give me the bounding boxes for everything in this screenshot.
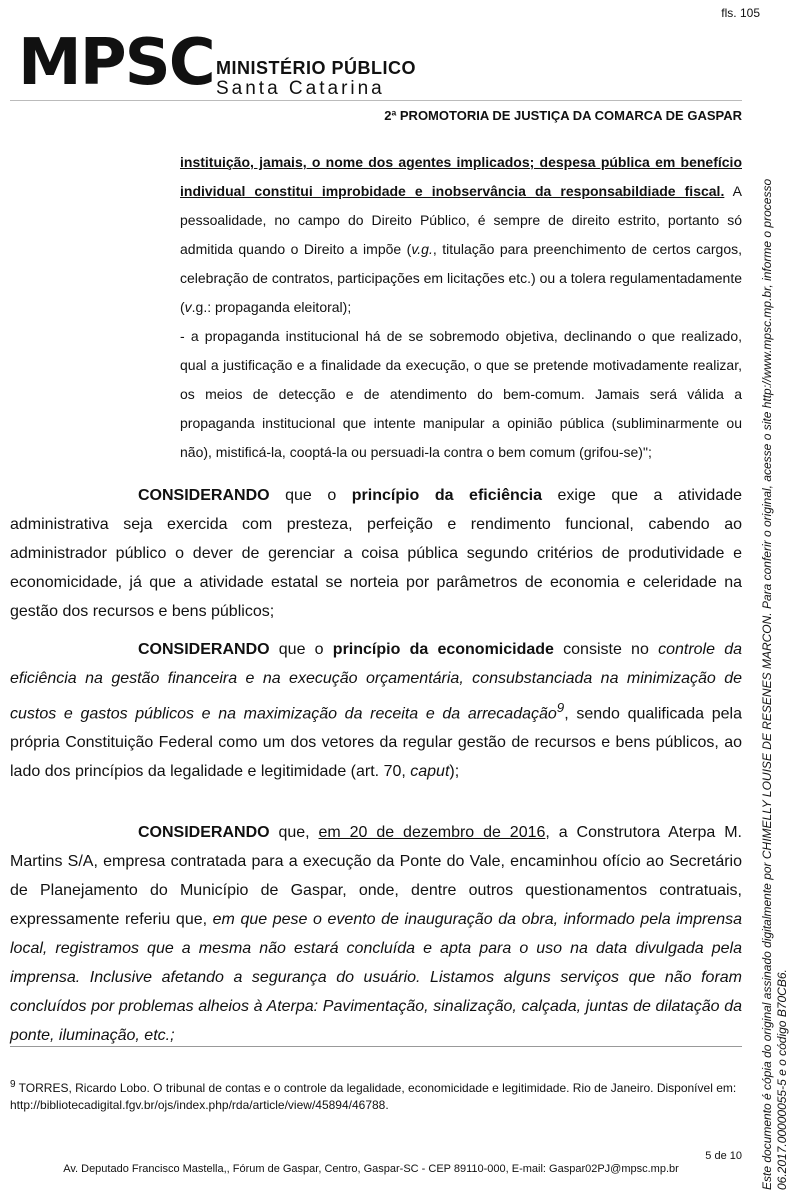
bold-term: princípio da eficiência (351, 487, 542, 504)
quote-paragraph-1 (180, 148, 742, 322)
body-text: ); (449, 763, 460, 781)
footnote-divider (10, 1046, 742, 1047)
body-text: que o (269, 487, 352, 504)
italic-quote: em que pese o evento de inauguração da obra, informado pela imprensa local, registramos que a mesma não estará concluída e apta para o uso na data divulgada pela imprensa. Inclusive afetando a segurança do usuário. Listamos alguns serviços que não foram concluídos por problemas alheios à Aterpa: Pavimentação, sinalização, calçada, juntas de dilatação da ponte, iluminação, etc.; (10, 911, 743, 1044)
side-verification-note (760, 0, 790, 1190)
header-divider (10, 100, 742, 101)
italic-text: controle da eficiência na gestão financeira e na execução orçamentária, consubstanciada na minimização de custos e gastos públicos e na maximização da receita e da arrecadação (10, 641, 743, 723)
quote-text: , titulação para preenchimento de certos cargos, celebração de contratos, participações em licitações etc.) ou a tolera regulamentadamente ( (180, 241, 742, 315)
logo-title: MINISTÉRIO PÚBLICO (216, 58, 417, 78)
logo-subtitle: Santa Catarina (216, 78, 385, 99)
quote-text: A pessoalidade, no campo do Direito Público, é sempre de direito estrito, portanto só admitida quando o Direito a impõe ( (180, 183, 742, 257)
considerando-lead: CONSIDERANDO (138, 641, 270, 658)
quote-italic: v (184, 299, 192, 315)
footer-address: Av. Deputado Francisco Mastella,, Fórum de Gaspar, Centro, Gaspar-SC - CEP 89110-000, E-mail: Gaspar02PJ@mpsc.mp.br (63, 1163, 679, 1175)
paragraph-aterpa (10, 818, 742, 1050)
body-text: exige que a atividade administrativa seja exercida com presteza, perfeição e rendimento funcional, cabendo ao administrador público o dever de gerenciar a coisa pública segundo critérios de produtividade e economicidade, já que a atividade estatal se norteia por parâmetros de economia e celeridade na gestão dos recursos e bens públicos; (10, 487, 743, 620)
footnote-number: 9 (10, 1079, 16, 1090)
quote-underlined-text: instituição, jamais, o nome dos agentes implicados; despesa pública em benefício individual constitui improbidade e inobservância da responsabildiade fiscal. (180, 154, 742, 199)
body-text: que, (269, 824, 319, 841)
footnote-text: TORRES, Ricardo Lobo. O tribunal de contas e o controle da legalidade, economicidade e legitimidade. Rio de Janeiro. Disponível em: http://bibliotecadigital.fgv.br/ojs/index.php/rda/article/view/45894/46788. (10, 1081, 737, 1112)
underlined-date: em 20 de dezembro de 2016 (318, 824, 546, 841)
bold-term: princípio da economicidade (332, 641, 554, 658)
side-note-line-2: 06.2017.00000055-5 e o código B70CB6. (775, 969, 789, 1190)
body-text: consiste no (553, 641, 659, 658)
block-quote (180, 148, 742, 467)
italic-text: caput (410, 763, 450, 781)
mpsc-logo (18, 28, 418, 98)
footnote-ref[interactable]: 9 (556, 700, 565, 715)
considerando-lead: CONSIDERANDO (138, 487, 270, 504)
body-text: que o (269, 641, 333, 658)
quote-text: .g.: propaganda eleitoral); (191, 299, 352, 315)
page-reference: fls. 105 (721, 6, 760, 20)
side-note-line-1: Este documento é cópia do original assinado digitalmente por CHIMELLY LOUISE DE RESENES MARCON. Para conferir o original, acesse o site http://www.mpsc.mp.br, informe o processo (760, 178, 774, 1190)
logo-wordmark: MPSC (18, 26, 214, 100)
quote-italic: v.g. (411, 241, 433, 257)
considerando-lead: CONSIDERANDO (138, 824, 270, 841)
paragraph-economicity (10, 635, 742, 786)
paragraph-efficiency (10, 481, 742, 626)
footnote (10, 1076, 742, 1114)
body-text: , sendo qualificada pela própria Constituição Federal como um dos vetores da regular gestão de recursos e bens públicos, ao lado dos princípios da legalidade e legitimidade (art. 70, (10, 705, 742, 781)
office-header: 2ª PROMOTORIA DE JUSTIÇA DA COMARCA DE GASPAR (384, 108, 742, 123)
body-text: , a Construtora Aterpa M. Martins S/A, empresa contratada para a execução da Ponte do Vale, encaminhou ofício ao Secretário de Planejamento do Município de Gaspar, onde, dentre outros questionamentos contratuais, expressamente referiu que, (10, 824, 742, 928)
quote-paragraph-2: - a propaganda institucional há de se sobremodo objetiva, declinando o que realizado, qual a justificação e a finalidade da execução, o que se pretende motivadamente realizar, os meios de detecção e de atendimento do bem-comum. Jamais será válida a propaganda institucional que intente manipular a opinião pública (subliminarmente ou não), mistificá-la, cooptá-la ou persuadi-la contra o bem comum (grifou-se)"; (180, 328, 742, 460)
page-number: 5 de 10 (705, 1150, 742, 1162)
